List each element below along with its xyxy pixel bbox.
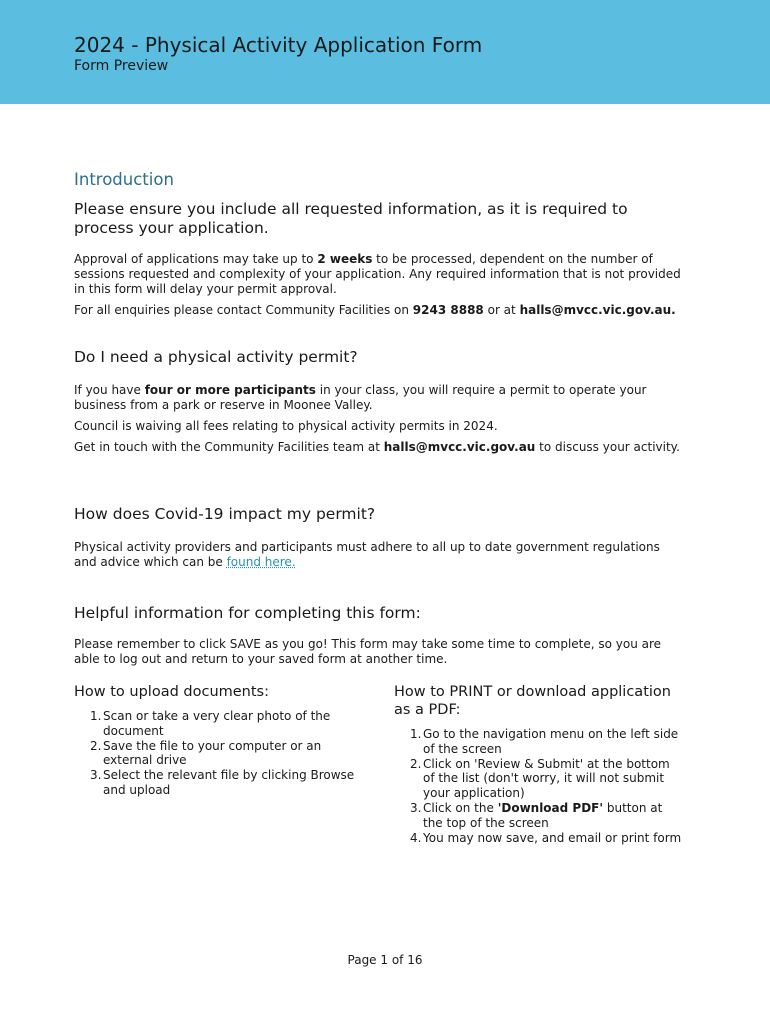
list-item: 4. You may now save, and email or print form xyxy=(410,830,682,845)
helpful-heading: Helpful information for completing this form: xyxy=(74,604,421,622)
list-item: 3. Click on the 'Download PDF' button at the top of the screen xyxy=(410,800,663,830)
list-item: 1. Scan or take a very clear photo of the document xyxy=(90,709,331,738)
permit-participants-text: If you have four or more participants in your class, you will require a permit to operate your business from a park or reserve in Moonee Valley. xyxy=(74,383,647,412)
form-title: 2024 - Physical Activity Application Form xyxy=(74,33,483,57)
covid-text: Physical activity providers and participants must adhere to all up to date government regulations and advice which can be found here. xyxy=(74,540,660,569)
helpful-text: Please remember to click SAVE as you go! This form may take some time to complete, so you are able to log out and return to your saved form at another time. xyxy=(74,637,662,666)
list-item: 3. Select the relevant file by clicking Browse and upload xyxy=(90,768,355,797)
permit-email: halls@mvcc.vic.gov.au xyxy=(383,440,536,454)
form-subtitle: Form Preview xyxy=(74,58,169,74)
form-content xyxy=(74,170,684,845)
intro-email: halls@mvcc.vic.gov.au. xyxy=(519,303,676,317)
upload-title: How to upload documents: xyxy=(74,684,269,700)
permit-contact-text: Get in touch with the Community Facilities team at halls@mvcc.vic.gov.au to discuss your activity. xyxy=(74,440,680,454)
print-steps xyxy=(394,727,684,845)
intro-lead: Please ensure you include all requested information, as it is required to process your application. xyxy=(74,200,628,237)
covid-heading: How does Covid-19 impact my permit? xyxy=(74,505,376,523)
intro-approval-text: Approval of applications may take up to 2 weeks to be processed, dependent on the number of sessions requested and complexity of your application. Any required information that is not provided in this form will delay your permit approval. xyxy=(74,252,681,296)
print-title: How to PRINT or download application as a PDF: xyxy=(394,684,671,718)
intro-heading: Introduction xyxy=(74,170,174,189)
found-here-link[interactable]: found here. xyxy=(226,555,296,569)
list-item: 2. Save the file to your computer or an external drive xyxy=(90,738,322,768)
upload-steps xyxy=(74,709,364,798)
intro-contact-text: For all enquiries please contact Community Facilities on 9243 8888 or at halls@mvcc.vic.gov.au. xyxy=(74,303,676,317)
list-item: 2. Click on 'Review & Submit' at the bottom of the list (don't worry, it will not submit your application) xyxy=(410,756,670,801)
page-number: Page 1 of 16 xyxy=(347,953,423,967)
instructions-columns xyxy=(74,683,684,845)
page-header xyxy=(0,0,770,104)
list-item: 1. Go to the navigation menu on the left side of the screen xyxy=(410,727,679,756)
print-instructions xyxy=(394,683,684,845)
permit-fees-text: Council is waiving all fees relating to physical activity permits in 2024. xyxy=(74,419,498,433)
upload-instructions xyxy=(74,683,364,845)
permit-heading: Do I need a physical activity permit? xyxy=(74,348,358,366)
